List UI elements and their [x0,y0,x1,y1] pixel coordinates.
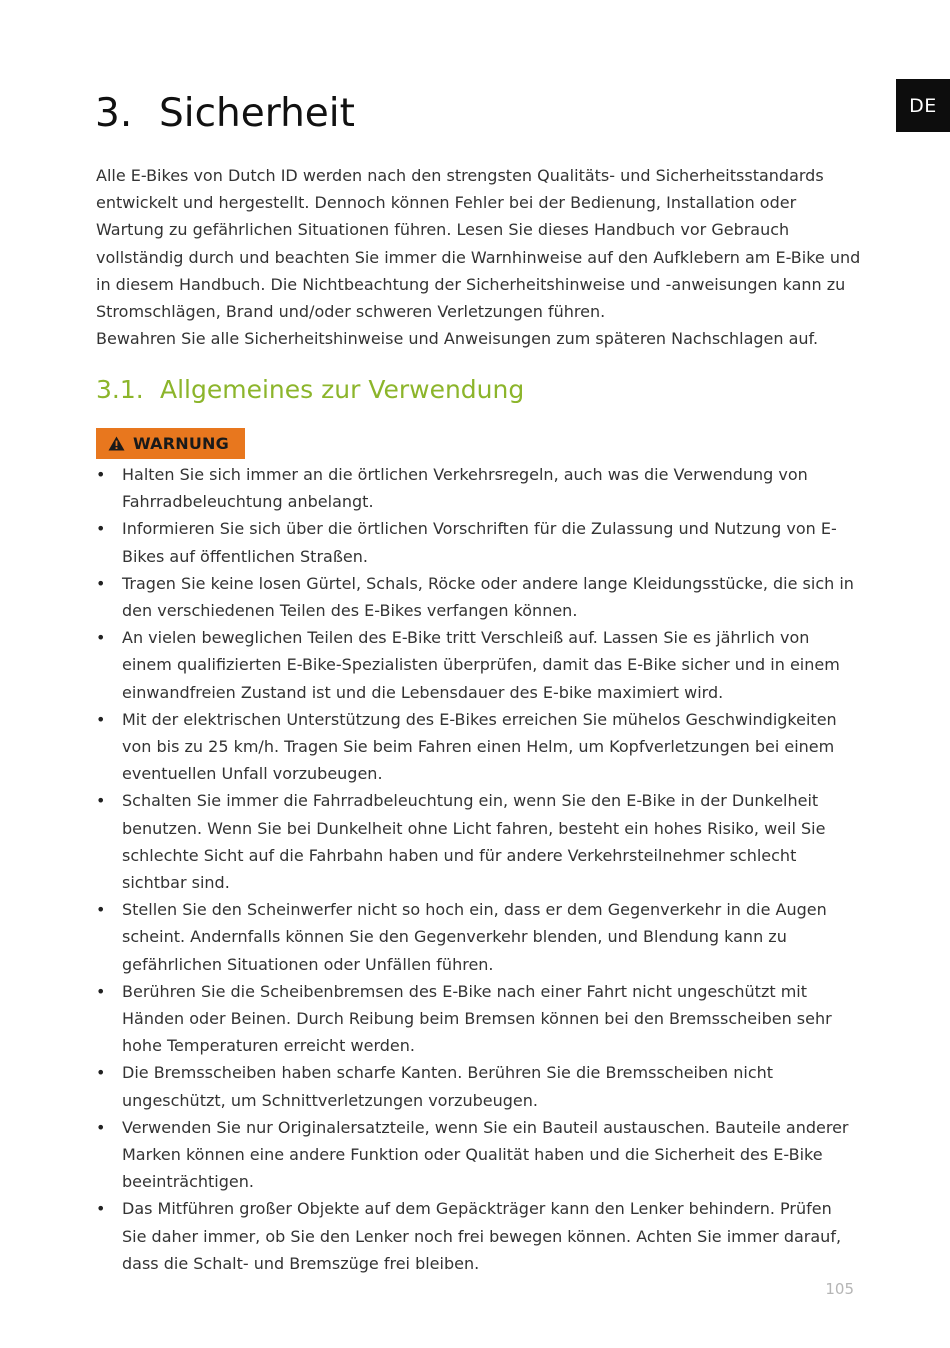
bullet-marker: • [96,573,106,593]
list-item-text: Schalten Sie immer die Fahrradbeleuchtung ein, wenn Sie den E-Bike in der Dunkelheit benutzen. Wenn Sie bei Dunkelheit ohne Licht fahren, besteht ein hohes Risiko, weil Sie schlechte Sicht auf die Fahrbahn haben und für andere Verkehrsteilnehmer schlecht sichtbar sind. [122,791,826,893]
list-item [96,1059,858,1113]
list-item [96,787,858,896]
intro-paragraph-1: Alle E-Bikes von Dutch ID werden nach den strengsten Qualitäts- und Sicherheitsstandards entwickelt und hergestellt. Dennoch können Fehler bei der Bedienung, Installation oder Wartung zu gefährlichen Situationen führen. Lesen Sie dieses Handbuch vor Gebrauch vollständig durch und beachten Sie immer die Warnhinweise auf den Aufklebern am E-Bike und in diesem Handbuch. Die Nichtbeachtung der Sicherheitshinweise und -anweisungen kann zu Stromschlägen, Brand und/oder schweren Verletzungen führen. [96,166,861,322]
warning-triangle-icon [108,436,125,451]
list-item [96,1195,858,1277]
list-item-text: Mit der elektrischen Unterstützung des E-Bikes erreichen Sie mühelos Geschwindigkeiten von bis zu 25 km/h. Tragen Sie beim Fahren einen Helm, um Kopfverletzungen bei einem eventuellen Unfall vorzubeugen. [122,709,837,784]
intro-paragraph-2: Bewahren Sie alle Sicherheitshinweise und Anweisungen zum späteren Nachschlagen auf. [96,329,819,349]
section-number: 3. [95,91,133,136]
list-item-text: Halten Sie sich immer an die örtlichen Verkehrsregeln, auch was die Verwendung von Fahrradbeleuchtung anbelangt. [122,465,808,512]
bullet-marker: • [96,519,106,539]
list-item-text: Das Mitführen großer Objekte auf dem Gepäckträger kann den Lenker behindern. Prüfen Sie daher immer, ob Sie den Lenker noch frei bewegen können. Achten Sie immer darauf, dass die Schalt- und Bremszüge frei bleiben. [122,1199,842,1273]
section-title: Sicherheit [159,91,355,136]
language-tab: DE [896,79,950,132]
section-heading [95,88,355,140]
bullet-marker: • [96,628,106,648]
bullet-marker: • [96,709,106,729]
list-item [96,515,858,569]
bullet-marker: • [96,465,106,484]
page-number: 105 [825,1280,854,1298]
bullet-marker: • [96,791,106,811]
list-item [96,1114,858,1196]
list-item [96,978,858,1060]
list-item-text: An vielen beweglichen Teilen des E-Bike tritt Verschleiß auf. Lassen Sie es jährlich von einem qualifizierten E-Bike-Spezialisten überprüfen, damit das E-Bike sicher und in einem einwandfreien Zustand ist und die Lebensdauer des E-bike maximiert wird. [122,628,840,702]
warning-bullet-list [96,461,858,1277]
list-item-text: Informieren Sie sich über die örtlichen Vorschriften für die Zulassung und Nutzung von E-Bikes auf öffentlichen Straßen. [122,519,837,566]
bullet-marker: • [96,900,106,920]
subsection-title: Allgemeines zur Verwendung [160,375,525,404]
bullet-marker: • [96,1117,106,1137]
list-item-text: Stellen Sie den Scheinwerfer nicht so hoch ein, dass er dem Gegenverkehr in die Augen scheint. Andernfalls können Sie den Gegenverkehr blenden, und Blendung kann zu gefährlichen Situationen oder Unfällen führen. [122,900,827,974]
list-item-text: Verwenden Sie nur Originalersatzteile, wenn Sie ein Bauteil austauschen. Bauteile anderer Marken können eine andere Funktion oder Qualität haben und die Sicherheit des E-Bike beeinträchtigen. [122,1117,849,1192]
subsection-heading [96,370,524,410]
bullet-marker: • [96,1199,106,1219]
list-item [96,896,858,978]
warning-badge [96,428,245,459]
bullet-marker: • [96,981,106,1001]
intro-text [96,162,866,352]
list-item [96,706,858,788]
list-item [96,570,858,624]
list-item [96,461,858,515]
list-item-text: Tragen Sie keine losen Gürtel, Schals, Röcke oder andere lange Kleidungsstücke, die sich in den verschiedenen Teilen des E-Bikes verfangen können. [122,573,854,621]
list-item [96,624,858,706]
bullet-marker: • [96,1063,106,1083]
warning-label: WARNUNG [133,434,229,453]
list-item-text: Berühren Sie die Scheibenbremsen des E-Bike nach einer Fahrt nicht ungeschützt mit Händen oder Beinen. Durch Reibung beim Bremsen können bei den Bremsscheiben sehr hohe Temperaturen erreicht werden. [122,981,832,1056]
subsection-number: 3.1. [96,375,144,404]
list-item-text: Die Bremsscheiben haben scharfe Kanten. Berühren Sie die Bremsscheiben nicht ungeschützt, um Schnittverletzungen vorzubeugen. [122,1063,774,1110]
